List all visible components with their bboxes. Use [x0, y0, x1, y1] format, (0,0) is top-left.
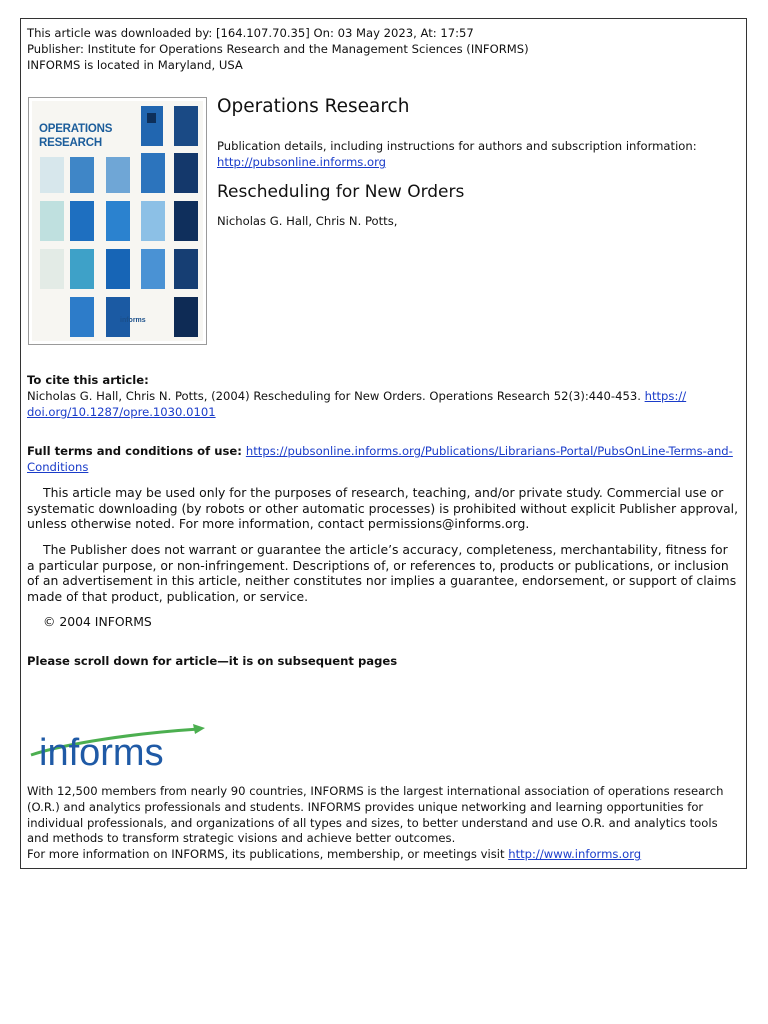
- cover-tile: [40, 157, 64, 193]
- about-informs: [27, 784, 743, 863]
- terms-heading: Full terms and conditions of use:: [27, 444, 246, 458]
- cover-tile: [174, 153, 198, 193]
- journal-cover-image: [28, 97, 207, 345]
- scroll-notice: Please scroll down for article—it is on subsequent pages: [27, 654, 398, 668]
- cover-tile: [174, 249, 198, 289]
- doi-link-continued[interactable]: doi.org/10.1287/opre.1030.0101: [27, 405, 216, 419]
- informs-website-link[interactable]: http://www.informs.org: [508, 847, 642, 862]
- cover-tile: [70, 157, 94, 193]
- citation-heading: To cite this article:: [27, 373, 149, 387]
- cover-tile: [174, 201, 198, 241]
- cover-tile: [141, 249, 165, 289]
- cover-tile: [70, 249, 94, 289]
- cover-tile: [174, 297, 198, 337]
- download-header: [27, 25, 529, 73]
- journal-website-link[interactable]: http://pubsonline.informs.org: [217, 155, 387, 169]
- terms-link-continued[interactable]: Conditions: [27, 460, 89, 474]
- cover-page-frame: [20, 18, 747, 869]
- cover-artwork: [32, 101, 203, 341]
- about-text: With 12,500 members from nearly 90 countries, INFORMS is the largest international association of operations research (O.R.) and analytics professionals and students. INFORMS provides unique networking and learning opportunities for individual professionals, and organizations of all types and sizes, to better understand and use O.R. and analytics tools and methods to transform strategic visions and achieve better outcomes.: [27, 784, 724, 846]
- cover-tile: [106, 249, 130, 289]
- informs-logo: [27, 719, 207, 775]
- informs-logo-graphic: [27, 719, 207, 775]
- terms-link[interactable]: https://pubsonline.informs.org/Publications/Librarians-Portal/PubsOnLine-Terms-and-: [245, 444, 733, 458]
- publisher-info: Publisher: Institute for Operations Research and the Management Sciences (INFORMS): [27, 42, 529, 56]
- publisher-location: INFORMS is located in Maryland, USA: [27, 58, 243, 72]
- cover-tile: [174, 106, 198, 146]
- citation-text: Nicholas G. Hall, Chris N. Potts, (2004) Rescheduling for New Orders. Operations Research 52(3):440-453. https:// doi.org/10.1287/opre.1030.0101: [27, 389, 687, 419]
- publication-details: Publication details, including instructions for authors and subscription information: http://pubsonline.informs.org: [217, 139, 697, 169]
- terms-block: [27, 443, 739, 475]
- journal-title: Operations Research: [217, 96, 410, 117]
- journal-info: [217, 95, 697, 229]
- more-info-line: For more information on INFORMS, its publications, membership, or meetings visit http://www.informs.org: [27, 847, 642, 862]
- warranty-paragraph: The Publisher does not warrant or guarantee the article’s accuracy, completeness, merchantability, fitness for a particular purpose, or non-infringement. Descriptions of, or references to, products or publications, or inclusion of an advertisement in this article, neither constitutes nor implies a guarantee, endorsement, or support of claims made of that product, publication, or service.: [27, 542, 737, 604]
- download-info: This article was downloaded by: [164.107.70.35] On: 03 May 2023, At: 17:57: [27, 26, 474, 40]
- informs-logo-text: informs: [39, 732, 164, 774]
- citation-block: [27, 372, 739, 420]
- cover-tile: [141, 201, 165, 241]
- article-title: Rescheduling for New Orders: [217, 182, 465, 202]
- cover-tile: [40, 249, 64, 289]
- cover-tile: [106, 157, 130, 193]
- cover-title: OPERATIONS RESEARCH: [39, 123, 113, 149]
- usage-paragraph: This article may be used only for the purposes of research, teaching, and/or private study. Commercial use or systematic downloading (by robots or other automatic processes) is prohibited without explicit Publisher approval, unless otherwise noted. For more information, contact permissions@informs.org.: [27, 485, 739, 532]
- cover-tile: [40, 201, 64, 241]
- article-authors: Nicholas G. Hall, Chris N. Potts,: [217, 214, 398, 228]
- copyright-notice: © 2004 INFORMS: [43, 614, 152, 629]
- cover-publisher-logo: informs: [120, 317, 146, 324]
- cover-tile: [141, 153, 165, 193]
- cover-tile: [147, 113, 156, 123]
- cover-tile: [70, 201, 94, 241]
- doi-link[interactable]: https://: [644, 389, 687, 403]
- cover-tile: [141, 106, 163, 146]
- cover-tile: [106, 201, 130, 241]
- cover-tile: [70, 297, 94, 337]
